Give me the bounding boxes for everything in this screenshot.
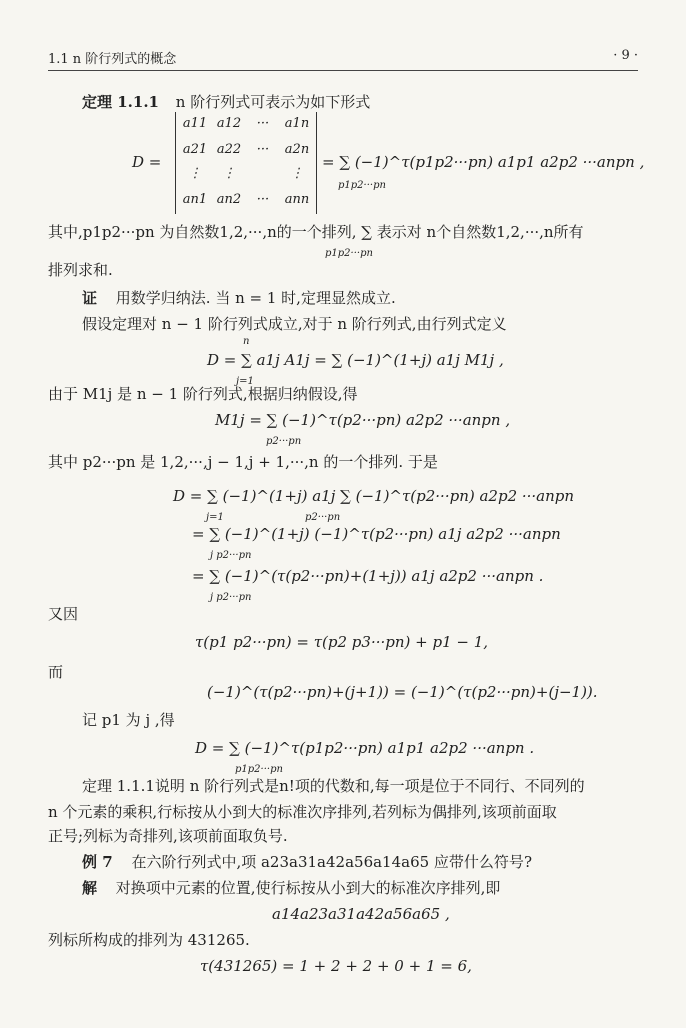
section-title: 1.1 n 阶行列式的概念: [48, 52, 177, 67]
det-cell: ⋮: [188, 166, 202, 181]
paragraph: n 个元素的乘积,行标按从小到大的标准次序排列,若列标为偶排列,该项前面取: [48, 803, 557, 821]
determinant-sum-index: p1p2···pn: [338, 180, 386, 191]
det-cell: an2: [216, 192, 242, 207]
equation: D = ∑ a1j A1j = ∑ (−1)^(1+j) a1j M1j ,: [207, 351, 504, 369]
sum-index: j p2···pn: [210, 550, 252, 561]
equation: = ∑ (−1)^(τ(p2···pn)+(1+j)) a1j a2p2 ···anpn .: [192, 567, 544, 585]
paragraph: 又因: [48, 605, 79, 623]
solution-label: 解: [82, 879, 98, 897]
sum-index: j=1: [206, 512, 224, 523]
det-cell: an1: [182, 192, 208, 207]
det-cell: a11: [182, 116, 208, 131]
example-line: [82, 852, 532, 872]
theorem-statement: n 阶行列式可表示为如下形式: [175, 93, 371, 111]
equation: D = ∑ (−1)^τ(p1p2···pn) a1p1 a2p2 ···anpn .: [195, 739, 535, 757]
equation: D = ∑ (−1)^(1+j) a1j ∑ (−1)^τ(p2···pn) a2p2 ···anpn: [173, 487, 575, 505]
equation: M1j = ∑ (−1)^τ(p2···pn) a2p2 ···anpn ,: [215, 411, 511, 429]
det-cell: a21: [182, 142, 208, 157]
paragraph: 而: [48, 663, 64, 681]
equation: τ(431265) = 1 + 2 + 2 + 0 + 1 = 6,: [200, 957, 472, 975]
sum-index: p1p2···pn: [325, 248, 373, 259]
det-cell: ···: [256, 192, 270, 207]
sum-index: p2···pn: [305, 512, 341, 523]
det-cell: ···: [256, 142, 270, 157]
paragraph: 其中 p2···pn 是 1,2,···,j − 1,j + 1,···,n 的一个排列. 于是: [48, 453, 438, 471]
det-cell: ···: [256, 116, 270, 131]
paragraph: 由于 M1j 是 n − 1 阶行列式,根据归纳假设,得: [48, 385, 358, 403]
paragraph: 其中,p1p2···pn 为自然数1,2,···,n的一个排列, ∑ 表示对 n个自然数1,2,···,n所有: [48, 223, 584, 241]
solution-line: [82, 878, 500, 898]
det-cell: a12: [216, 116, 242, 131]
paragraph: 假设定理对 n − 1 阶行列式成立,对于 n 阶行列式,由行列式定义: [82, 315, 507, 333]
theorem-label: 定理 1.1.1: [82, 93, 159, 111]
proof-label: 证: [82, 289, 98, 307]
equation: a14a23a31a42a56a65 ,: [272, 905, 450, 923]
det-cell: ann: [284, 192, 310, 207]
equation: τ(p1 p2···pn) = τ(p2 p3···pn) + p1 − 1,: [195, 633, 489, 651]
determinant-rhs: = ∑ (−1)^τ(p1p2···pn) a1p1 a2p2 ···anpn ,: [322, 153, 645, 171]
sum-upper: n: [243, 336, 250, 347]
paragraph: 列标所构成的排列为 431265.: [48, 931, 250, 949]
example-label: 例 7: [82, 853, 113, 871]
sum-index: p1p2···pn: [235, 764, 283, 775]
sum-index: j p2···pn: [210, 592, 252, 603]
sum-index: p2···pn: [266, 436, 302, 447]
det-cell: a22: [216, 142, 242, 157]
paragraph: 记 p1 为 j ,得: [82, 711, 175, 729]
det-cell: ⋮: [290, 166, 304, 181]
paragraph: 正号;列标为奇排列,该项前面取负号.: [48, 827, 288, 845]
determinant-lhs: D =: [132, 153, 162, 171]
example-text: 在六阶行列式中,项 a23a31a42a56a14a65 应带什么符号?: [131, 853, 532, 871]
equation: = ∑ (−1)^(1+j) (−1)^τ(p2···pn) a1j a2p2 ···anpn: [192, 525, 561, 543]
sum-index: j=1: [236, 376, 254, 387]
paragraph: 排列求和.: [48, 261, 113, 279]
page-number: · 9 ·: [613, 48, 638, 63]
paragraph: 定理 1.1.1说明 n 阶行列式是n!项的代数和,每一项是位于不同行、不同列的: [82, 777, 585, 795]
equation: (−1)^(τ(p2···pn)+(j+1)) = (−1)^(τ(p2···pn)+(j−1)).: [207, 683, 598, 701]
proof-text: 用数学归纳法. 当 n = 1 时,定理显然成立.: [115, 289, 396, 307]
determinant-matrix: [175, 112, 317, 214]
running-header: [48, 48, 638, 71]
det-cell: a1n: [284, 116, 310, 131]
proof-line: [82, 288, 396, 308]
det-cell: a2n: [284, 142, 310, 157]
det-cell: ⋮: [222, 166, 236, 181]
theorem-line: [82, 92, 370, 112]
solution-text: 对换项中元素的位置,使行标按从小到大的标准次序排列,即: [115, 879, 501, 897]
